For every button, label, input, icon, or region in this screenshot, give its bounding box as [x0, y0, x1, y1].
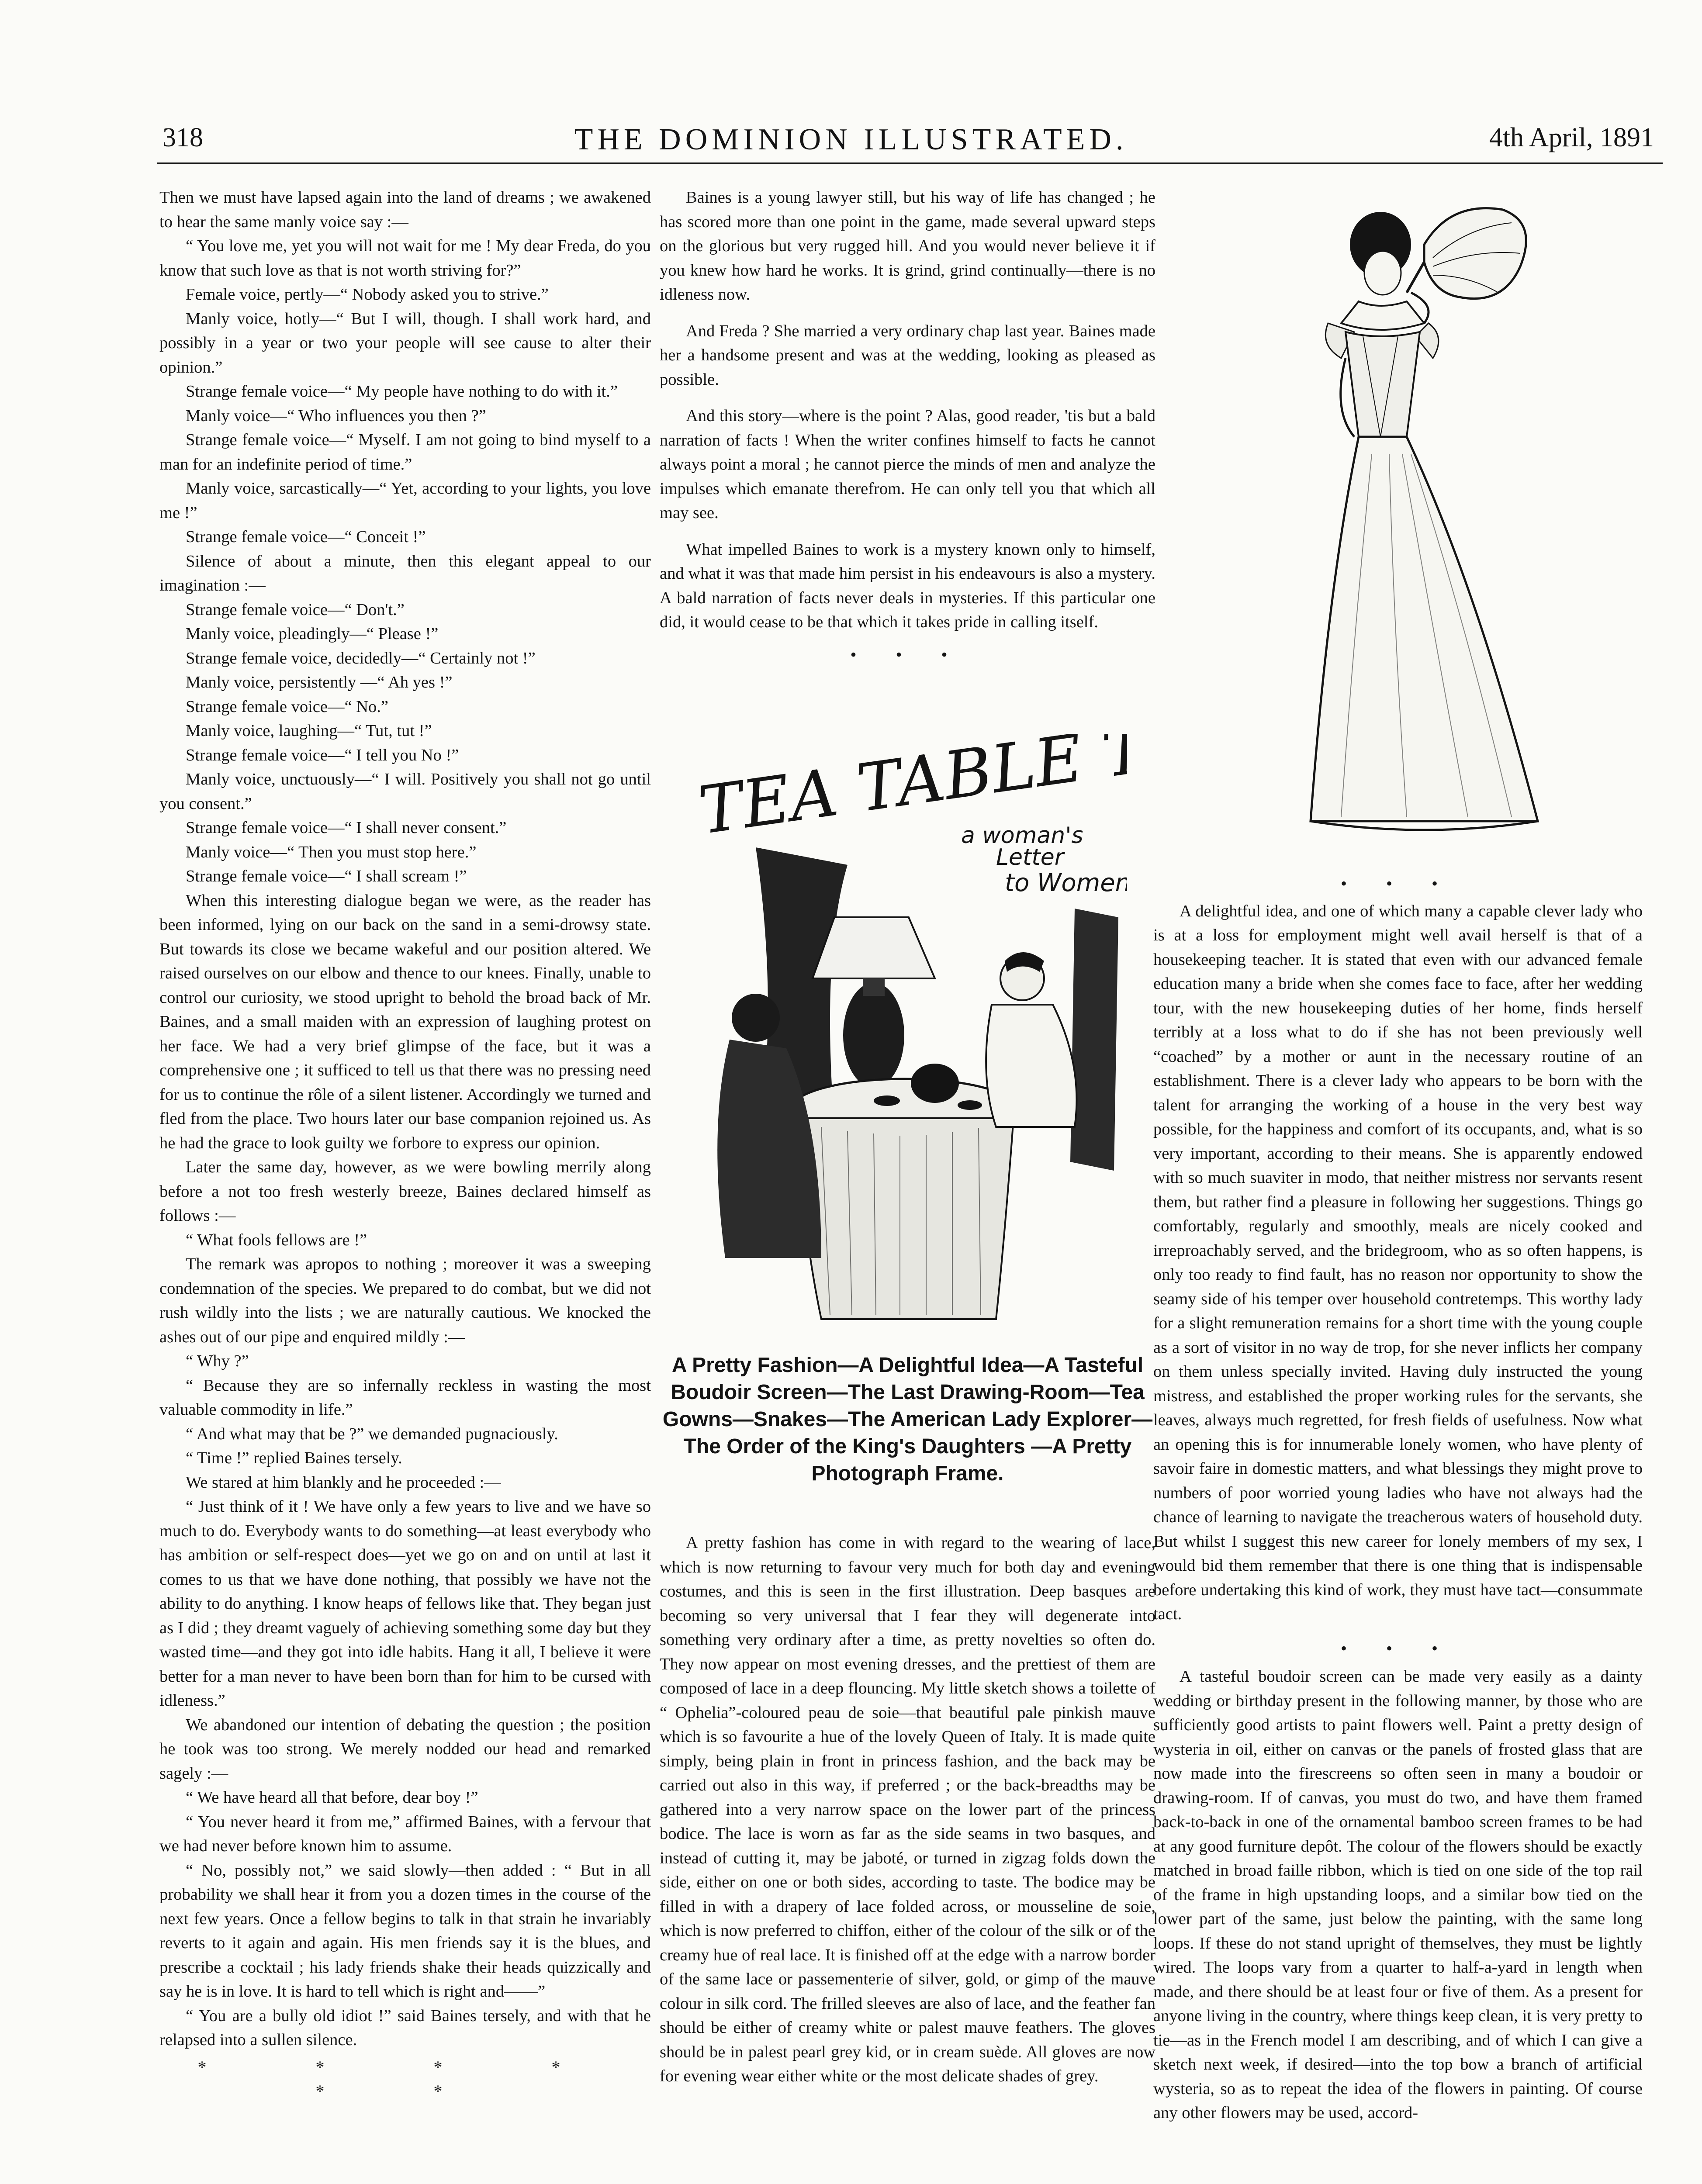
- paragraph: A tasteful boudoir screen can be made very easily as a dainty wedding or birthday present in the following manner, by those who are sufficiently good artists to paint flowers well. Paint a pretty design of wysteria in oil, either on canvas or the panels of frosted glass that are now made into the firescreens so often seen in many a boudoir or drawing-room. If of canvas, you must do two, and have them framed back-to-back in one of the ornamental bamboo screen frames to be had at any good furniture depôt. The colour of the flowers should be exactly matched in broad faille ribbon, which is tied on one side of the top rail of the frame in high upstanding loops, and a similar bow tied on the lower part of the same, just below the painting, with the same long loops. If these do not stand upright of themselves, they must be lightly wired. The loops vary from a quarter to half-a-yard in length when made, and there should be at least four or five of them. As a present for anyone living in the country, where things keep clean, it is very pretty to tie—as in the French model I am describing, and of which I can give a sketch next week, if desired—into the top bow a branch of artificial wysteria, so as to repeat the idea of the flowers in painting. Of course any other flowers may be used, accord-: [1153, 1667, 1643, 2122]
- page-number: 318: [163, 123, 203, 152]
- paragraph: Strange female voice—“ Myself. I am not going to bind myself to a man for an indefinite period of time.”: [159, 431, 651, 473]
- paragraph: “ You love me, yet you will not wait for me ! My dear Freda, do you know that such love as that is not worth striving for?”: [159, 237, 651, 280]
- section-dots: • • •: [1340, 1638, 1455, 1658]
- illustration-title: TEA TABLE TALK: [694, 734, 1127, 850]
- paragraph: Strange female voice—“ I tell you No !”: [186, 746, 459, 764]
- paragraph: Strange female voice—“ I shall never consent.”: [186, 819, 507, 837]
- paragraph: Strange female voice—“ No.”: [186, 697, 388, 716]
- paragraph: “ What fools fellows are !”: [186, 1230, 367, 1249]
- tea-table-talk-illustration: [690, 734, 1127, 1337]
- paragraph: A delightful idea, and one of which many a capable clever lady who is at a loss for employment might well avail herself is that of a housekeeping teacher. It is stated that even with our advanced female education many a bride when she comes face to face, after her wedding tour, with the new housekeeping duties of her home, finds herself terribly at a loss what to do if she has not been previously well “coached” by a mother or aunt in the necessary routine of an establishment. There is a clever lady who appears to be born with the talent for arranging the working of a house in the very best way possible, for the happiness and comfort of its occupants, and, what is so very important, according to their means. She is apparently endowed with so much suaviter in modo, that neither mistress nor servants resent them, but rather find a pleasure in following her suggestions. Things go comfortably, regularly and smoothly, meals are nicely cooked and irreproachably served, and the bridegroom, who as so often happens, is only too ready to find fault, has no reason nor opportunity to show the seamy side of his temper over household contretemps. This worthy lady for a slight remuneration remains for a short time with the young couple as a sort of visitor in no way de trop, for she never inflicts her company on them unless specially invited. Having duly instructed the young mistress, and established the proper working rules for the servants, she leaves, always much regretted, for fresh fields of usefulness. Now what an opening this is for innumerable lonely women, who have plenty of savoir faire in domestic matters, and what blessings they might prove to numbers of poor worried young ladies who have not always had the chance of learning to navigate the treacherous waters of household duty. But whilst I suggest this new career for lonely members of my sex, I would bid them remember that there is one thing that is indispensable before undertaking this kind of work, they must have tact—consummate tact.: [1153, 902, 1643, 1623]
- column-right: [1153, 871, 1643, 2125]
- issue-date: 4th April, 1891: [1489, 123, 1654, 152]
- masthead-title: THE DOMINION ILLUSTRATED.: [574, 123, 1128, 156]
- section-stars: * * * * * *: [197, 2057, 613, 2101]
- paragraph: We stared at him blankly and he proceeded :—: [186, 1473, 501, 1492]
- paragraph: Silence of about a minute, then this elegant appeal to our imagination :—: [159, 552, 651, 594]
- paragraph: Manly voice—“ Then you must stop here.”: [186, 843, 477, 861]
- article-headline: A Pretty Fashion—A Delightful Idea—A Tasteful Boudoir Screen—The Last Drawing-Room—Tea Gowns—Snakes—The American Lady Explorer—The Order of the King's Daughters —A Pretty Photograph Frame.: [662, 1354, 1153, 1485]
- paragraph: Then we must have lapsed again into the land of dreams ; we awakened to hear the same manly voice say :—: [159, 188, 651, 231]
- paragraph: Baines is a young lawyer still, but his way of life has changed ; he has scored more than one point in the game, made several upward steps on the glorious but very rugged hill. And you would never believe it if you knew how hard he works. It is grind, grind continually—there is no idleness now.: [660, 188, 1155, 304]
- paragraph: The remark was apropos to nothing ; moreover it was a sweeping condemnation of the species. We prepared to do combat, but we did not rush wildly into the lists ; we are naturally cautious. We knocked the ashes out of our pipe and enquired mildly :—: [159, 1255, 651, 1346]
- paragraph: “ No, possibly not,” we said slowly—then added : “ But in all probability we shall hear it from you a dozen times in the course of the next few years. Once a fellow begins to talk in that strain he invariably reverts to it again and again. His men friends say it is the blues, and prescribe a cocktail ; his lady friends shake their heads quizzically and say he is in love. It is hard to tell which is right and——”: [159, 1861, 651, 2001]
- header-rule: [157, 162, 1663, 164]
- paragraph: “ You are a bully old idiot !” said Baines tersely, and with that he relapsed into a sullen silence.: [159, 2006, 651, 2049]
- illustration-subtitle-2: Letter: [996, 844, 1064, 871]
- paragraph: “ Because they are so infernally reckless in wasting the most valuable commodity in life.”: [159, 1376, 651, 1419]
- paragraph: “ Why ?”: [186, 1352, 249, 1370]
- paragraph: When this interesting dialogue began we were, as the reader has been informed, lying on our back on the sand in a semi-drowsy state. But towards its close we became wakeful and our position altered. We raised ourselves on our elbow and thence to our knees. Finally, unable to control our curiosity, we stood upright to behold the broad back of Mr. Baines, and a small maiden with an expression of laughing protest on her face. We had a very brief glimpse of the face, but it was a comprehensive one ; it sufficed to tell us that there was no pressing need for us to continue the rôle of a silent listener. Accordingly we turned and fled from the place. Two hours later our base companion rejoined us. As he had the grace to look guilty we forbore to express our opinion.: [159, 891, 651, 1152]
- paragraph: “ We have heard all that before, dear boy !”: [186, 1788, 478, 1807]
- paragraph: Manly voice, pleadingly—“ Please !”: [186, 625, 439, 643]
- paragraph: Manly voice, sarcastically—“ Yet, according to your lights, you love me !”: [159, 479, 651, 522]
- paragraph: “ You never heard it from me,” affirmed Baines, with a fervour that we had never before known him to assume.: [159, 1812, 651, 1855]
- paragraph: Strange female voice—“ My people have nothing to do with it.”: [186, 382, 618, 401]
- paragraph: “ Time !” replied Baines tersely.: [186, 1449, 402, 1467]
- paragraph: Strange female voice, decidedly—“ Certainly not !”: [186, 649, 536, 667]
- paragraph: Manly voice—“ Who influences you then ?”: [186, 406, 486, 425]
- paragraph: Later the same day, however, as we were bowling merrily along before a not too fresh westerly breeze, Baines declared himself as follows :—: [159, 1158, 651, 1225]
- paragraph: “ Just think of it ! We have only a few years to live and we have so much to do. Everybody wants to do something—at least everybody who has ambition or self-respect does—yet we go on and on until at last it comes to us that we have done nothing, that possibly we have not the ability to do anything. I know heaps of fellows like that. They began just as I did ; they dreamt vaguely of achieving something some day but they wasted time—and they got into idle habits. Hang it all, I believe it were better for a man never to have been born than for him to be cursed with idleness.”: [159, 1497, 651, 1710]
- paragraph: Female voice, pertly—“ Nobody asked you to strive.”: [186, 285, 549, 304]
- fashion-figure-illustration: [1293, 192, 1555, 856]
- paragraph: What impelled Baines to work is a mystery known only to himself, and what it was that made him persist in his endeavours is also a mystery. A bald narration of facts never deals in mysteries. If this particular one did, it would cease to be that which it takes pride in calling itself.: [660, 540, 1155, 631]
- paragraph: Strange female voice—“ Don't.”: [186, 600, 405, 619]
- column-middle: [660, 186, 1155, 667]
- paragraph: Manly voice, laughing—“ Tut, tut !”: [186, 722, 432, 740]
- section-dots: • • •: [850, 644, 965, 664]
- illustration-subtitle-3: to Women: [1005, 869, 1127, 897]
- section-dots: • • •: [1340, 874, 1455, 893]
- paragraph: Strange female voice—“ Conceit !”: [186, 528, 426, 546]
- paragraph: Strange female voice—“ I shall scream !”: [186, 867, 467, 885]
- paragraph: Manly voice, hotly—“ But I will, though. I shall work hard, and possibly in a year or two your people will see cause to alter their opinion.”: [159, 309, 651, 377]
- column-middle-article: [660, 1531, 1155, 2089]
- illustration-subtitle-1: a woman's: [961, 822, 1083, 849]
- paragraph: Manly voice, unctuously—“ I will. Positively you shall not go until you consent.”: [159, 770, 651, 813]
- lady-in-gown-sketch: [1293, 192, 1555, 856]
- paragraph: A pretty fashion has come in with regard to the wearing of lace, which is now returning to favour very much for both day and evening costumes, and this is seen in the first illustration. Deep basques are becoming so very universal that I fear they will degenerate into something very ordinary after a time, as pretty novelties so often do. They now appear on most evening dresses, and the prettiest of them are composed of lace in a deep flouncing. My little sketch shows a toilette of “ Ophelia”-coloured peau de soie—that beautiful pale pinkish mauve which is so favourite a hue of the lovely Queen of Italy. It is made quite simply, being plain in front in princess fashion, and the back may be carried out also in this way, if preferred ; or the back-breadths may be gathered into a very narrow space on the lower part of the princess bodice. The lace is worn as far as the side seams in two basques, and instead of cutting it, may be jaboté, or turned in zigzag folds down the side, either on one or both sides, according to taste. The bodice may be filled in with a drapery of lace folded across, or mousseline de soie, which is now preferred to chiffon, either of the colour of the silk or of the creamy hue of real lace. It is finished off at the edge with a narrow border of the same lace or passementerie of silver, gold, or gimp of the mauve colour in silk cord. The frilled sleeves are also of lace, and the feather fan should be either of creamy white or palest mauve feathers. The gloves should be in palest pearl grey kid, or in cream suède. All gloves are now for evening wear either white or the most delicate shades of grey.: [660, 1534, 1155, 2085]
- column-left: [159, 186, 651, 2104]
- paragraph: And Freda ? She married a very ordinary chap last year. Baines made her a handsome present and was at the wedding, looking as pleased as possible.: [660, 321, 1155, 389]
- paragraph: And this story—where is the point ? Alas, good reader, 'tis but a bald narration of facts ! When the writer confines himself to facts he cannot always point a moral ; he cannot pierce the minds of men and analyze the impulses which emanate therefrom. He can only tell you that which all may see.: [660, 407, 1155, 522]
- paragraph: “ And what may that be ?” we demanded pugnaciously.: [186, 1424, 558, 1443]
- paragraph: Manly voice, persistently —“ Ah yes !”: [186, 673, 453, 691]
- tea-table-sketch: [690, 734, 1127, 1337]
- paragraph: We abandoned our intention of debating the question ; the position he took was too strong. We merely nodded our head and remarked sagely :—: [159, 1715, 651, 1783]
